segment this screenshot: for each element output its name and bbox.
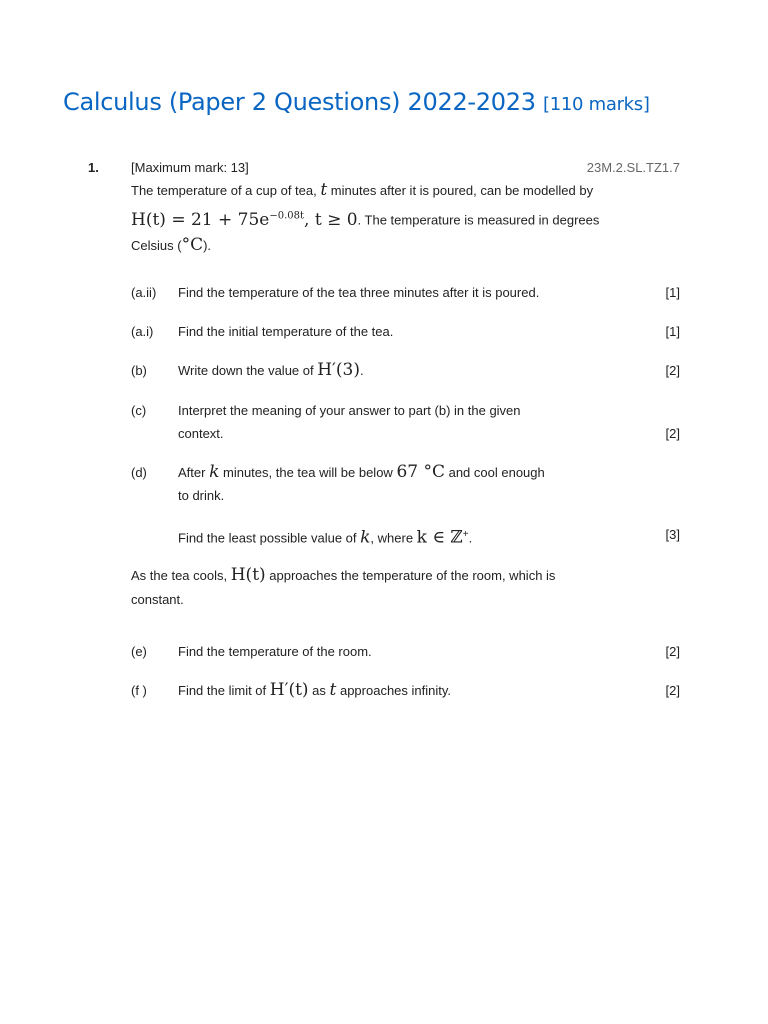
stem-text-4: Celsius ( xyxy=(131,237,182,253)
part-marks-a-ii: [1] xyxy=(665,285,680,300)
room-paragraph xyxy=(131,563,611,612)
part-text-f xyxy=(178,679,588,702)
max-mark: [Maximum mark: 13] xyxy=(131,160,249,175)
part-marks-a-i: [1] xyxy=(665,324,680,339)
part-marks-d: [3] xyxy=(665,527,680,542)
part-text-d xyxy=(178,461,588,507)
part-f-var: t xyxy=(329,680,337,700)
stem-text-1: The temperature of a cup of tea, xyxy=(131,183,321,198)
part-d-q-mid: , where xyxy=(370,530,417,546)
part-text-e: Find the temperature of the room. xyxy=(178,644,372,659)
room-pre: As the tea cools, xyxy=(131,568,231,583)
part-d-q-sup: + xyxy=(462,529,469,540)
part-d-temp: 67 °C xyxy=(396,462,445,482)
part-marks-f: [2] xyxy=(665,683,680,698)
question-number: 1. xyxy=(88,160,99,175)
part-text-a-i: Find the initial temperature of the tea. xyxy=(178,324,394,339)
part-label-e: (e) xyxy=(131,644,147,659)
question-code: 23M.2.SL.TZ1.7 xyxy=(586,160,680,175)
part-d-k: k xyxy=(209,462,220,482)
title-marks: [110 marks] xyxy=(543,94,650,115)
part-text-b xyxy=(178,359,588,382)
part-text-a-ii: Find the temperature of the tea three minutes after it is poured. xyxy=(178,285,540,300)
title-text: Calculus (Paper 2 Questions) 2022-2023 xyxy=(63,88,536,116)
part-d-b: minutes, the tea will be below xyxy=(219,465,397,480)
part-d-a: After xyxy=(178,465,210,480)
page-title xyxy=(63,88,650,116)
stem-var-t: t xyxy=(320,180,328,200)
part-marks-e: [2] xyxy=(665,644,680,659)
part-label-d: (d) xyxy=(131,465,147,480)
part-d-q-pre: Find the least possible value of xyxy=(178,530,361,546)
part-d-q-math: k ∈ ℤ xyxy=(416,527,463,548)
part-c-line2: context. xyxy=(178,426,224,441)
room-post: approaches the temperature of the room, which is xyxy=(265,568,556,583)
formula-rhs: , t ≥ 0 xyxy=(304,209,358,230)
part-c-line1: Interpret the meaning of your answer to part (b) in the given xyxy=(178,403,521,418)
part-d-line2: to drink. xyxy=(178,488,225,503)
part-marks-b: [2] xyxy=(665,363,680,378)
stem-text-3: . The temperature is measured in degrees xyxy=(357,212,600,228)
part-b-end: . xyxy=(360,363,364,378)
part-label-b: (b) xyxy=(131,363,147,378)
part-d-q-end: . xyxy=(468,530,473,546)
question-stem xyxy=(131,178,651,258)
part-b-text: Write down the value of xyxy=(178,363,318,378)
stem-formula xyxy=(131,210,358,230)
formula-lhs: H(t) = 21 + 75e xyxy=(131,209,270,230)
stem-text-5: ). xyxy=(203,237,212,253)
stem-text-2: minutes after it is poured, can be modelled by xyxy=(327,183,594,198)
part-label-a-i: (a.i) xyxy=(131,324,154,339)
part-d-question xyxy=(178,523,588,549)
part-label-f: (f ) xyxy=(131,683,147,698)
part-f-math: H′(t) xyxy=(269,680,309,700)
part-f-mid: as xyxy=(308,683,330,698)
part-d-c: and cool enough xyxy=(444,465,545,480)
stem-unit: °C xyxy=(181,234,204,255)
part-label-c: (c) xyxy=(131,403,147,418)
part-f-post: approaches infinity. xyxy=(336,683,452,698)
part-d-q-k: k xyxy=(360,527,371,548)
part-f-pre: Find the limit of xyxy=(178,683,270,698)
part-marks-c: [2] xyxy=(665,426,680,441)
part-label-a-ii: (a.ii) xyxy=(131,285,157,300)
part-b-math: H′(3) xyxy=(317,360,360,380)
formula-exponent: −0.08t xyxy=(269,210,305,221)
room-line2: constant. xyxy=(131,592,184,607)
part-text-c xyxy=(178,399,588,445)
room-math: H(t) xyxy=(230,565,266,585)
